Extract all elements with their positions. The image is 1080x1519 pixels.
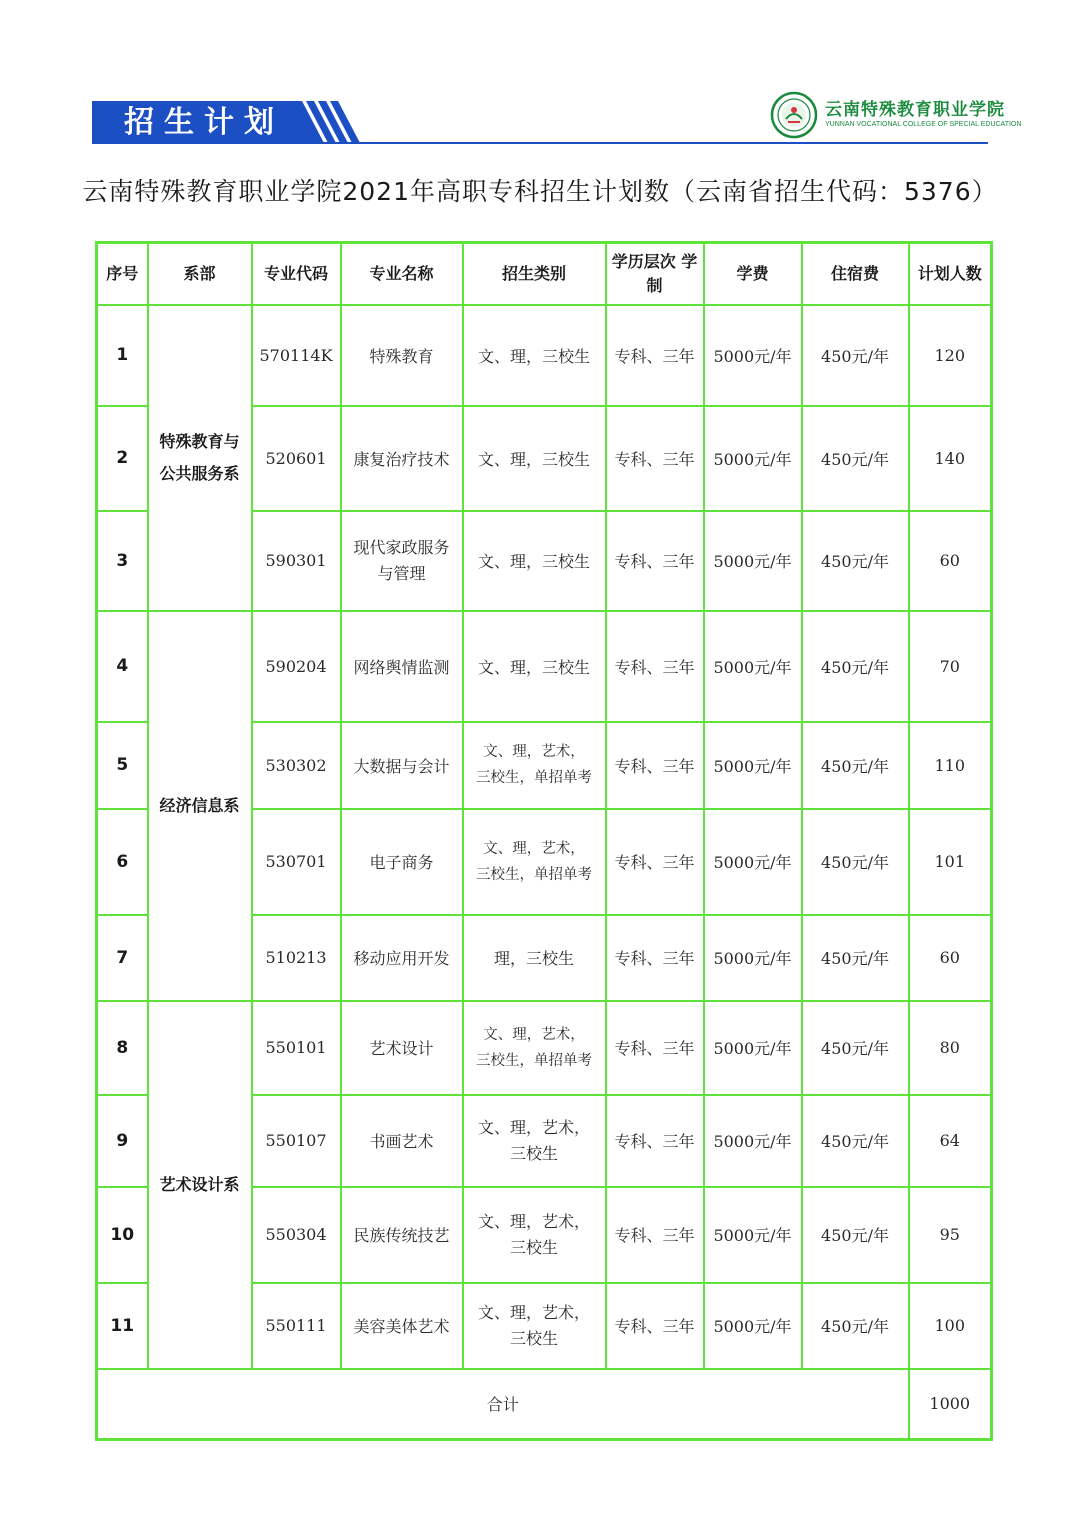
major-line: 现代家政服务 bbox=[353, 537, 450, 557]
cell-major: 网络舆情监测 bbox=[341, 611, 463, 722]
header-level bbox=[606, 243, 704, 305]
college-logo bbox=[770, 91, 1022, 139]
category-line: 三校生 bbox=[509, 1143, 558, 1163]
cell-dorm: 450元/年 bbox=[802, 611, 909, 722]
header-seq: 序号 bbox=[97, 243, 148, 305]
cell-tuition: 5000元/年 bbox=[704, 809, 802, 915]
header-code: 专业代码 bbox=[252, 243, 341, 305]
cell-major: 康复治疗技术 bbox=[341, 406, 463, 511]
cell-tuition: 5000元/年 bbox=[704, 722, 802, 809]
cell-dorm: 450元/年 bbox=[802, 305, 909, 406]
cell-seq: 1 bbox=[97, 305, 148, 406]
cell-dorm: 450元/年 bbox=[802, 1283, 909, 1369]
cell-dorm: 450元/年 bbox=[802, 722, 909, 809]
category-line: 文、理，艺术， bbox=[477, 1302, 590, 1322]
cell-category bbox=[463, 722, 606, 809]
table-header-row bbox=[97, 243, 992, 305]
cell-seq: 10 bbox=[97, 1187, 148, 1283]
cell-level: 专科、三年 bbox=[606, 809, 704, 915]
cell-quota: 100 bbox=[909, 1283, 992, 1369]
cell-seq: 4 bbox=[97, 611, 148, 722]
category-line: 三校生，单招单考 bbox=[476, 866, 592, 883]
cell-major: 特殊教育 bbox=[341, 305, 463, 406]
cell-level: 专科、三年 bbox=[606, 1001, 704, 1095]
cell-dorm: 450元/年 bbox=[802, 406, 909, 511]
cell-category: 文、理，三校生 bbox=[463, 611, 606, 722]
header-tuition: 学费 bbox=[704, 243, 802, 305]
cell-dorm: 450元/年 bbox=[802, 809, 909, 915]
cell-dept: 艺术设计系 bbox=[148, 1001, 252, 1369]
cell-quota: 60 bbox=[909, 511, 992, 611]
cell-seq: 9 bbox=[97, 1095, 148, 1187]
cell-tuition: 5000元/年 bbox=[704, 611, 802, 722]
cell-code: 530701 bbox=[252, 809, 341, 915]
cell-seq: 6 bbox=[97, 809, 148, 915]
cell-major: 电子商务 bbox=[341, 809, 463, 915]
cell-tuition: 5000元/年 bbox=[704, 1001, 802, 1095]
cell-category bbox=[463, 1187, 606, 1283]
table-row bbox=[97, 611, 992, 722]
major-line: 与管理 bbox=[377, 563, 426, 583]
cell-code: 550107 bbox=[252, 1095, 341, 1187]
dept-line: 公共服务系 bbox=[159, 463, 240, 483]
document-title: 云南特殊教育职业学院2021年高职专科招生计划数（云南省招生代码：5376） bbox=[82, 177, 998, 206]
cell-dept: 经济信息系 bbox=[148, 611, 252, 1001]
enrollment-plan-table bbox=[95, 241, 993, 1441]
header-category: 招生类别 bbox=[463, 243, 606, 305]
cell-major bbox=[341, 511, 463, 611]
dept-line: 特殊教育与 bbox=[159, 431, 240, 451]
cell-tuition: 5000元/年 bbox=[704, 1283, 802, 1369]
cell-code: 590301 bbox=[252, 511, 341, 611]
header-major: 专业名称 bbox=[341, 243, 463, 305]
cell-dorm: 450元/年 bbox=[802, 915, 909, 1001]
cell-category bbox=[463, 809, 606, 915]
cell-level: 专科、三年 bbox=[606, 722, 704, 809]
cell-seq: 11 bbox=[97, 1283, 148, 1369]
cell-quota: 70 bbox=[909, 611, 992, 722]
category-line: 文、理，艺术， bbox=[483, 1026, 585, 1043]
logo-name-cn: 云南特殊教育职业学院 bbox=[825, 100, 1005, 120]
cell-code: 530302 bbox=[252, 722, 341, 809]
cell-seq: 3 bbox=[97, 511, 148, 611]
cell-dorm: 450元/年 bbox=[802, 511, 909, 611]
cell-major: 大数据与会计 bbox=[341, 722, 463, 809]
cell-level: 专科、三年 bbox=[606, 1095, 704, 1187]
cell-tuition: 5000元/年 bbox=[704, 305, 802, 406]
category-line: 文、理，艺术， bbox=[483, 840, 585, 857]
cell-dept bbox=[148, 305, 252, 611]
cell-category bbox=[463, 1001, 606, 1095]
section-banner bbox=[92, 101, 360, 143]
cell-level: 专科、三年 bbox=[606, 915, 704, 1001]
total-value: 1000 bbox=[909, 1369, 992, 1440]
category-line: 三校生，单招单考 bbox=[476, 1052, 592, 1069]
cell-major: 书画艺术 bbox=[341, 1095, 463, 1187]
cell-quota: 60 bbox=[909, 915, 992, 1001]
category-line: 文、理，艺术， bbox=[477, 1211, 590, 1231]
header-level-line1: 学历层次 bbox=[611, 251, 676, 271]
cell-category bbox=[463, 1095, 606, 1187]
cell-dorm: 450元/年 bbox=[802, 1095, 909, 1187]
cell-major: 移动应用开发 bbox=[341, 915, 463, 1001]
category-line: 三校生 bbox=[509, 1237, 558, 1257]
cell-code: 590204 bbox=[252, 611, 341, 722]
category-line: 三校生 bbox=[509, 1328, 558, 1348]
cell-dorm: 450元/年 bbox=[802, 1001, 909, 1095]
cell-seq: 8 bbox=[97, 1001, 148, 1095]
logo-name-en: YUNNAN VOCATIONAL COLLEGE OF SPECIAL EDUCATION bbox=[825, 121, 1022, 128]
cell-level: 专科、三年 bbox=[606, 511, 704, 611]
header-divider bbox=[92, 142, 988, 144]
header-dorm: 住宿费 bbox=[802, 243, 909, 305]
cell-tuition: 5000元/年 bbox=[704, 1095, 802, 1187]
cell-code: 520601 bbox=[252, 406, 341, 511]
header-dept: 系部 bbox=[148, 243, 252, 305]
cell-seq: 2 bbox=[97, 406, 148, 511]
cell-major: 美容美体艺术 bbox=[341, 1283, 463, 1369]
cell-seq: 7 bbox=[97, 915, 148, 1001]
header-level-line2: 学制 bbox=[646, 251, 698, 295]
cell-category bbox=[463, 1283, 606, 1369]
cell-quota: 80 bbox=[909, 1001, 992, 1095]
cell-quota: 110 bbox=[909, 722, 992, 809]
cell-quota: 101 bbox=[909, 809, 992, 915]
cell-tuition: 5000元/年 bbox=[704, 1187, 802, 1283]
total-row bbox=[97, 1369, 992, 1440]
cell-level: 专科、三年 bbox=[606, 611, 704, 722]
cell-quota: 95 bbox=[909, 1187, 992, 1283]
category-line: 文、理，艺术， bbox=[483, 744, 585, 760]
cell-major: 艺术设计 bbox=[341, 1001, 463, 1095]
table-row bbox=[97, 305, 992, 406]
cell-level: 专科、三年 bbox=[606, 406, 704, 511]
cell-dorm: 450元/年 bbox=[802, 1187, 909, 1283]
banner-title: 招生计划 bbox=[124, 105, 284, 140]
cell-code: 550304 bbox=[252, 1187, 341, 1283]
table-row bbox=[97, 1001, 992, 1095]
total-label: 合计 bbox=[97, 1369, 909, 1440]
cell-level: 专科、三年 bbox=[606, 1283, 704, 1369]
cell-category: 文、理，三校生 bbox=[463, 406, 606, 511]
college-emblem-icon bbox=[770, 91, 818, 139]
category-line: 文、理，艺术， bbox=[477, 1117, 590, 1137]
category-line: 三校生，单招单考 bbox=[476, 770, 592, 786]
cell-quota: 120 bbox=[909, 305, 992, 406]
cell-seq: 5 bbox=[97, 722, 148, 809]
cell-quota: 140 bbox=[909, 406, 992, 511]
cell-tuition: 5000元/年 bbox=[704, 915, 802, 1001]
cell-level: 专科、三年 bbox=[606, 305, 704, 406]
header-quota: 计划人数 bbox=[909, 243, 992, 305]
cell-category: 文、理，三校生 bbox=[463, 511, 606, 611]
cell-code: 550111 bbox=[252, 1283, 341, 1369]
cell-quota: 64 bbox=[909, 1095, 992, 1187]
cell-code: 550101 bbox=[252, 1001, 341, 1095]
cell-level: 专科、三年 bbox=[606, 1187, 704, 1283]
cell-tuition: 5000元/年 bbox=[704, 406, 802, 511]
cell-code: 510213 bbox=[252, 915, 341, 1001]
cell-code: 570114K bbox=[252, 305, 341, 406]
cell-category: 文、理，三校生 bbox=[463, 305, 606, 406]
cell-tuition: 5000元/年 bbox=[704, 511, 802, 611]
cell-major: 民族传统技艺 bbox=[341, 1187, 463, 1283]
cell-category: 理，三校生 bbox=[463, 915, 606, 1001]
enrollment-plan-table-wrapper bbox=[95, 241, 993, 1441]
